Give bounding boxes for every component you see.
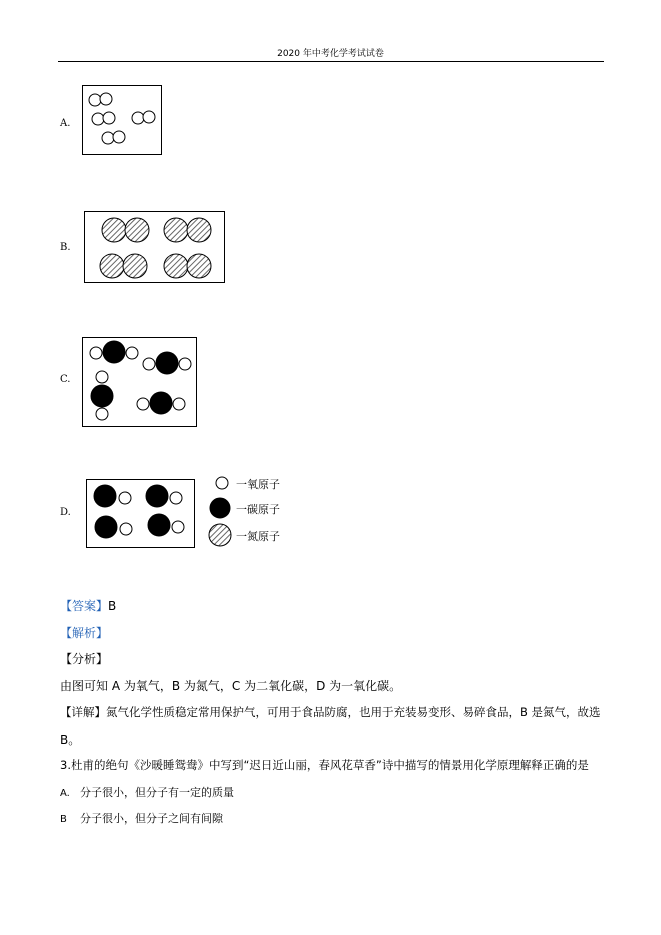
- option-c-diagram: [82, 337, 197, 427]
- nitrogen-atom-icon: [209, 524, 231, 546]
- oxygen-atom-icon: [216, 477, 228, 489]
- legend: [206, 473, 306, 553]
- option-a-molecules: [83, 86, 163, 156]
- legend-carbon-label: 一碳原子: [236, 503, 280, 516]
- oxygen-molecule-icon: [89, 93, 112, 106]
- nitrogen-molecule-icon: [102, 218, 149, 242]
- answer-line: [60, 597, 116, 614]
- page-header: 2020 年中考化学考试试卷: [277, 49, 384, 59]
- option-b-diagram: [84, 211, 225, 283]
- legend-oxygen-label: 一氧原子: [236, 478, 280, 491]
- header-divider: [58, 61, 604, 62]
- carbon-dioxide-molecule-icon: [143, 352, 191, 374]
- carbon-dioxide-molecule-icon: [91, 371, 113, 420]
- detail-label: 【详解】: [60, 705, 106, 719]
- option-c-molecules: [83, 338, 198, 428]
- carbon-monoxide-molecule-icon: [148, 514, 184, 536]
- carbon-monoxide-molecule-icon: [146, 485, 182, 507]
- option-key: A.: [60, 788, 70, 799]
- carbon-monoxide-molecule-icon: [94, 485, 131, 507]
- answer-bracket: 【答案】: [60, 599, 109, 613]
- option-c-label: C.: [60, 374, 71, 385]
- option-text: 分子很小，但分子有一定的质量: [80, 786, 234, 799]
- carbon-atom-icon: [210, 498, 230, 518]
- option-b-label: B.: [60, 242, 71, 253]
- question-3-option-b: [60, 810, 223, 826]
- legend-nitrogen-label: 一氮原子: [236, 530, 280, 543]
- carbon-dioxide-molecule-icon: [137, 392, 185, 414]
- legend-icons: [206, 473, 236, 553]
- nitrogen-molecule-icon: [164, 218, 211, 242]
- option-text: 分子很小，但分子之间有间隙: [80, 812, 223, 825]
- question-3-option-a: [60, 784, 234, 800]
- option-d-diagram: [86, 479, 195, 548]
- option-a-label: A.: [60, 118, 71, 129]
- option-a-diagram: [82, 85, 162, 155]
- option-key: B: [60, 814, 67, 825]
- question-3-stem: 3.杜甫的绝句《沙暖睡鸳鸯》中写到“迟日近山丽，春风花草香”诗中描写的情景用化学原理解释正确的是: [60, 758, 589, 772]
- option-d-molecules: [87, 480, 196, 549]
- oxygen-molecule-icon: [132, 111, 155, 124]
- option-b-molecules: [85, 212, 226, 284]
- analysis-heading: 【解析】: [60, 626, 109, 640]
- detail-line-1: [60, 704, 601, 720]
- nitrogen-molecule-icon: [100, 254, 147, 278]
- option-d-label: D.: [60, 507, 71, 518]
- oxygen-molecule-icon: [92, 112, 115, 125]
- carbon-dioxide-molecule-icon: [90, 341, 138, 363]
- answer-value: B: [108, 599, 117, 613]
- nitrogen-molecule-icon: [164, 254, 211, 278]
- detail-line-2: B。: [60, 733, 81, 747]
- fenxi-heading: 【分析】: [60, 652, 109, 666]
- carbon-monoxide-molecule-icon: [95, 516, 132, 538]
- analysis-text: 由图可知 A 为氧气，B 为氮气，C 为二氧化碳，D 为一氧化碳。: [60, 679, 402, 693]
- oxygen-molecule-icon: [102, 131, 125, 144]
- detail-text: 氮气化学性质稳定常用保护气，可用于食品防腐，也用于充装易变形、易碎食品，B 是氮气，故选: [106, 705, 601, 719]
